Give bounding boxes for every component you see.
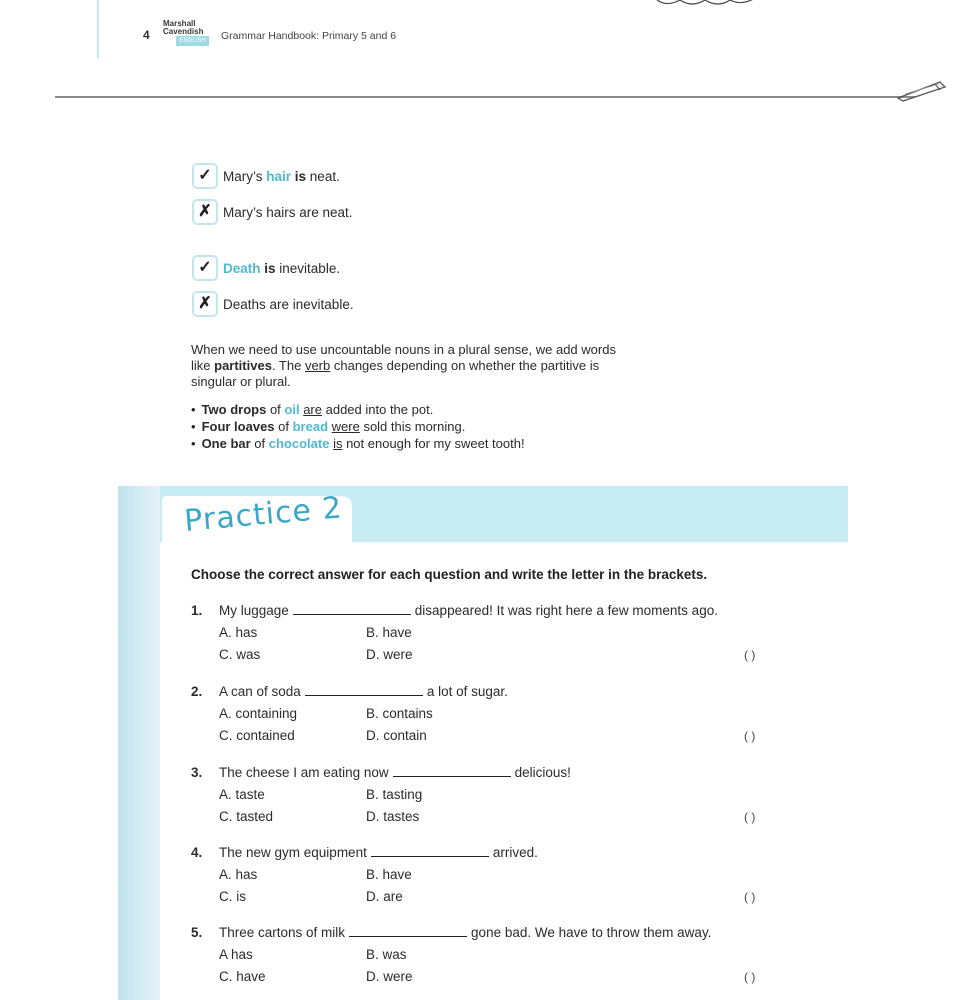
answer-bracket[interactable]: ( ) — [744, 970, 756, 984]
stem-text: Three cartons of milk — [219, 925, 346, 940]
publisher-logo — [163, 20, 215, 46]
option-a: A. taste — [219, 787, 265, 802]
book-title: Grammar Handbook: Primary 5 and 6 — [221, 30, 397, 42]
option-c: C. contained — [219, 728, 295, 743]
option-d: D. were — [366, 969, 413, 984]
option-d: D. are — [366, 889, 403, 904]
verb: is — [333, 436, 343, 451]
example-sentence: Deaths are inevitable. — [223, 297, 354, 312]
example-sentence: Mary’s hairs are neat. — [223, 205, 353, 220]
stem-text: A can of soda — [219, 684, 301, 699]
example-bullet-list — [191, 401, 525, 452]
logo-text-2: Cavendish — [163, 27, 204, 36]
stem-text: The cheese I am eating now — [219, 765, 389, 780]
practice-side-band — [118, 486, 160, 1000]
option-d: D. were — [366, 647, 413, 662]
question-1 — [191, 603, 811, 667]
stem-text: disappeared! It was right here a few moments ago. — [414, 603, 718, 618]
option-c: C. is — [219, 889, 246, 904]
example-text: neat. — [306, 169, 340, 184]
question-number: 3. — [191, 765, 203, 780]
option-a: A. containing — [219, 706, 298, 721]
stem-text: The new gym equipment — [219, 845, 367, 860]
stem-text: My luggage — [219, 603, 289, 618]
answer-blank — [393, 776, 511, 777]
option-b: B. was — [366, 947, 407, 962]
question-number: 2. — [191, 684, 203, 699]
tick-icon: ✓ — [192, 255, 218, 281]
question-4 — [191, 845, 811, 909]
option-b: B. have — [366, 867, 412, 882]
page-divider — [55, 96, 915, 98]
list-item — [191, 418, 525, 435]
practice-title: Practice 2 — [182, 490, 344, 539]
answer-blank — [349, 936, 467, 937]
partitive: Four loaves — [201, 419, 275, 434]
explanation-paragraph — [191, 342, 631, 390]
option-c: C. tasted — [219, 809, 274, 824]
option-b: B. contains — [366, 706, 433, 721]
question-5 — [191, 925, 811, 989]
question-stem — [219, 925, 711, 940]
partitive: Two drops — [201, 402, 267, 417]
text: sold this morning. — [359, 419, 466, 434]
partitive: One bar — [201, 436, 251, 451]
bold-verb: is — [291, 169, 307, 184]
verb: are — [303, 402, 322, 417]
noun: chocolate — [268, 436, 330, 451]
text: of — [250, 436, 269, 451]
text: added into the pot. — [322, 402, 434, 417]
question-stem — [219, 845, 538, 860]
answer-bracket[interactable]: ( ) — [744, 729, 756, 743]
text: of — [266, 402, 285, 417]
example-text: Mary’s — [223, 169, 267, 184]
question-3 — [191, 765, 811, 829]
pencil-icon — [895, 78, 950, 102]
question-number: 5. — [191, 925, 203, 940]
example-sentence — [223, 169, 340, 184]
answer-bracket[interactable]: ( ) — [744, 890, 756, 904]
underlined-term: verb — [304, 358, 331, 373]
practice-instruction: Choose the correct answer for each question and write the letter in the brackets. — [191, 567, 708, 582]
answer-blank — [305, 695, 423, 696]
cross-icon: ✗ — [192, 291, 218, 317]
option-a: A. has — [219, 625, 258, 640]
example-sentence — [223, 261, 340, 276]
list-item — [191, 435, 525, 452]
text: not enough for my sweet tooth! — [342, 436, 525, 451]
question-number: 1. — [191, 603, 203, 618]
option-b: B. have — [366, 625, 412, 640]
stem-text: gone bad. We have to throw them away. — [471, 925, 712, 940]
answer-blank — [371, 856, 489, 857]
explanation-text: . The — [271, 358, 305, 373]
option-d: D. contain — [366, 728, 427, 743]
cross-icon: ✗ — [192, 199, 218, 225]
answer-blank — [293, 614, 411, 615]
highlighted-noun: Death — [223, 261, 261, 276]
question-number: 4. — [191, 845, 203, 860]
noun: bread — [292, 419, 329, 434]
option-d: D. tastes — [366, 809, 420, 824]
cloud-doodle-icon — [620, 0, 790, 20]
option-b: B. tasting — [366, 787, 423, 802]
question-stem — [219, 765, 571, 780]
option-c: C. was — [219, 647, 261, 662]
tick-icon: ✓ — [192, 163, 218, 189]
logo-text-1: Marshall — [163, 19, 196, 28]
question-2 — [191, 684, 811, 748]
logo-text-3: ENGLISH — [176, 36, 209, 46]
explanation-text: changes depending on whether the partitive is singular or plural. — [191, 358, 600, 389]
page-number: 4 — [143, 28, 150, 42]
bold-term: partitives — [214, 358, 272, 373]
question-stem — [219, 684, 508, 699]
text: of — [274, 419, 293, 434]
example-text: inevitable. — [275, 261, 341, 276]
stem-text: delicious! — [514, 765, 571, 780]
option-a: A has — [219, 947, 253, 962]
stem-text: arrived. — [492, 845, 538, 860]
header-margin-rule — [97, 0, 99, 58]
option-a: A. has — [219, 867, 258, 882]
explanation-text: When we need to use uncountable nouns in a plural sense, we add words like — [191, 342, 616, 373]
question-stem — [219, 603, 718, 618]
list-item — [191, 401, 525, 418]
answer-bracket[interactable]: ( ) — [744, 648, 756, 662]
stem-text: a lot of sugar. — [426, 684, 508, 699]
option-c: C. have — [219, 969, 266, 984]
highlighted-noun: hair — [266, 169, 292, 184]
noun: oil — [284, 402, 300, 417]
bold-verb: is — [260, 261, 276, 276]
answer-bracket[interactable]: ( ) — [744, 810, 756, 824]
verb: were — [331, 419, 360, 434]
